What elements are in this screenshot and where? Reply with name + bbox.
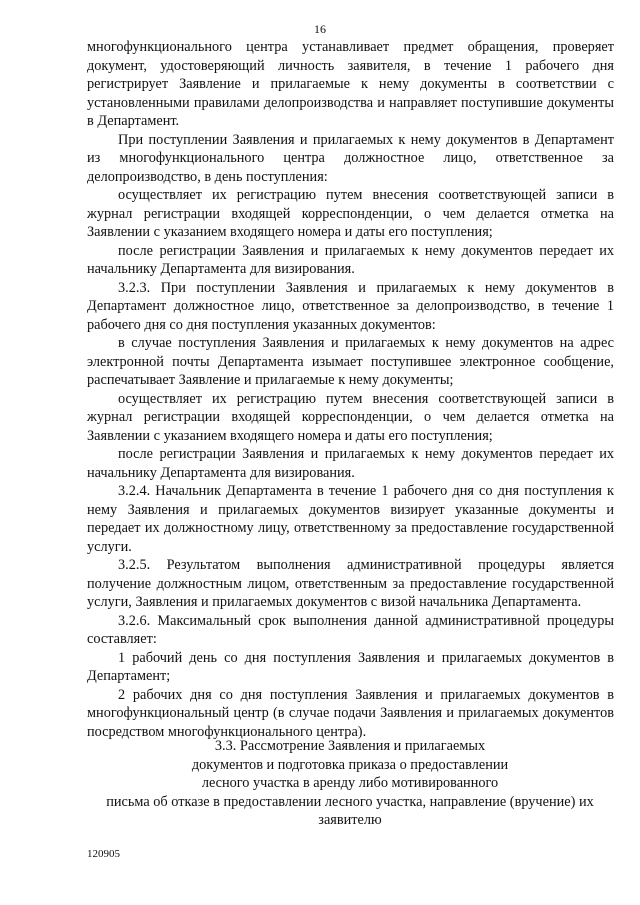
paragraph-3-2-6: 3.2.6. Максимальный срок выполнения данной административной процедуры составляет: <box>87 612 614 647</box>
paragraph-3-2-3: 3.2.3. При поступлении Заявления и прилагаемых к нему документов в Департамент должностное лицо, ответственное за делопроизводство, в течение 1 рабочего дня со дня поступления указанных документов: <box>87 279 614 333</box>
section-heading-3-3 <box>80 737 620 830</box>
paragraph-registration: осуществляет их регистрацию путем внесения соответствующей записи в журнал регистрации входящей корреспонденции, о чем делается отметка на Заявлении с указанием входящего номера и даты его поступления; <box>87 187 614 240</box>
paragraph-transfer-to-head-2: после регистрации Заявления и прилагаемых к нему документов передает их начальнику Департамента для визирования. <box>87 446 614 481</box>
paragraph-term-department: 1 рабочий день со дня поступления Заявления и прилагаемых документов в Департамент; <box>87 649 614 684</box>
paragraph-department-receipt: При поступлении Заявления и прилагаемых к нему документов в Департамент из многофункционального центра должностное лицо, ответственное за делопроизводство, в день поступления: <box>87 131 614 185</box>
paragraph-term-mfc: 2 рабочих дня со дня поступления Заявления и прилагаемых документов в многофункциональный центр (в случае подачи Заявления и прилагаемых документов посредством многофункционального центра). <box>87 686 614 740</box>
document-code: 120905 <box>87 848 120 860</box>
paragraph-3-2-5: 3.2.5. Результатом выполнения административной процедуры является получение должностным лицом, ответственным за предоставление государственной услуги, Заявления и прилагаемых документов с визой начальника Департамента. <box>87 557 614 610</box>
section-heading-line: документов и подготовка приказа о предоставлении <box>191 756 509 773</box>
page-number: 16 <box>314 22 326 36</box>
paragraph-transfer-to-head: после регистрации Заявления и прилагаемых к нему документов передает их начальнику Департамента для визирования. <box>87 242 614 277</box>
section-heading-line: 3.3. Рассмотрение Заявления и прилагаемых <box>214 738 486 754</box>
section-heading-line: лесного участка в аренду либо мотивированного <box>201 775 499 791</box>
paragraph-3-2-4: 3.2.4. Начальник Департамента в течение 1 рабочего дня со дня поступления к нему Заявления и прилагаемых документов визирует указанные документы и передает их должностному лицу, ответственному за предоставление государственной услуги. <box>87 483 614 555</box>
paragraph-registration-2: осуществляет их регистрацию путем внесения соответствующей записи в журнал регистрации входящей корреспонденции, о чем делается отметка на Заявлении с указанием входящего номера и даты его поступления; <box>87 390 614 444</box>
paragraph-continuation: многофункционального центра устанавливает предмет обращения, проверяет документ, удостоверяющий личность заявителя, в течение 1 рабочего дня регистрирует Заявление и прилагаемые к нему документы в соответствии с установленными правилами делопроизводства и направляет поступившие документы в Департамент. <box>87 39 614 129</box>
document-body <box>87 38 614 741</box>
section-heading-line: письма об отказе в предоставлении лесного участка, направление (вручение) их <box>106 793 594 810</box>
section-heading-line: заявителю <box>318 812 382 828</box>
paragraph-email-receipt: в случае поступления Заявления и прилагаемых к нему документов на адрес электронной почты Департамента изымает поступившее электронное сообщение, распечатывает Заявление и прилагаемые к нему документы; <box>87 335 614 388</box>
